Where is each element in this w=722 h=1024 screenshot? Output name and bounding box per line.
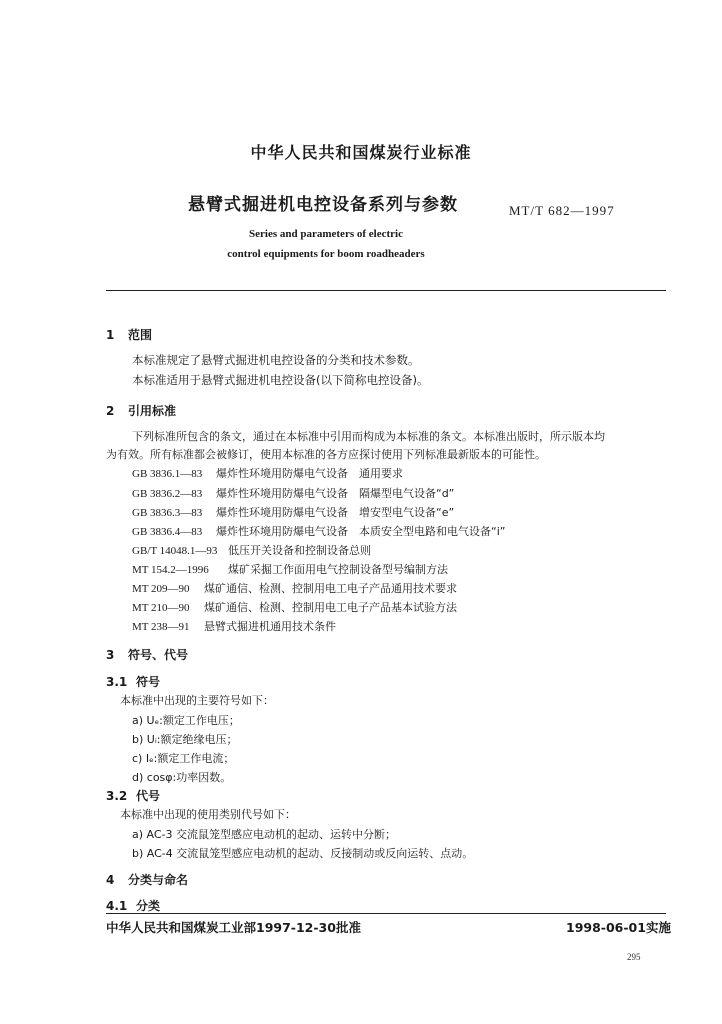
code-item: b) AC-4 交流鼠笼型感应电动机的起动、反接制动或反向运转、点动。: [132, 847, 474, 860]
reference-item: GB/T 14048.1—93 低压开关设备和控制设备总则: [132, 544, 371, 557]
subsection-title: 代号: [136, 789, 161, 803]
footer-divider: [106, 913, 666, 914]
symbol-item: d) cosφ:功率因数。: [132, 771, 232, 784]
english-title-line-2: control equipments for boom roadheaders: [227, 248, 425, 260]
subsection-title: 符号: [136, 675, 161, 689]
issuing-body-heading: 中华人民共和国煤炭行业标准: [250, 143, 472, 162]
subsection-number: 3.2: [106, 789, 128, 803]
references-intro-line-1: 下列标准所包含的条文，通过在本标准中引用而构成为本标准的条文。本标准出版时，所示版本均: [132, 430, 605, 443]
scope-paragraph-2: 本标准适用于悬臂式掘进机电控设备(以下简称电控设备)。: [132, 373, 429, 387]
code-item: a) AC-3 交流鼠笼型感应电动机的起动、运转中分断；: [132, 828, 397, 841]
subsection-4-1-heading: [106, 897, 160, 914]
symbol-item: c) Iₑ:额定工作电流；: [132, 752, 235, 765]
standard-number: MT/T 682—1997: [509, 203, 615, 218]
subsection-title: 分类: [136, 899, 161, 913]
symbol-item: b) Uᵢ:额定绝缘电压；: [132, 733, 238, 746]
reference-item: GB 3836.2—83 爆炸性环境用防爆电气设备 隔爆型电气设备“d”: [132, 487, 455, 500]
document-title: 悬臂式掘进机电控设备系列与参数: [188, 195, 458, 215]
reference-item: MT 209—90 煤矿通信、检测、控制用电工电子产品通用技术要求: [132, 582, 457, 595]
section-number: 1: [106, 328, 115, 342]
section-3-heading: [106, 646, 188, 663]
reference-item: GB 3836.1—83 爆炸性环境用防爆电气设备 通用要求: [132, 467, 403, 480]
subsection-number: 4.1: [106, 899, 128, 913]
reference-item: MT 210—90 煤矿通信、检测、控制用电工电子产品基本试验方法: [132, 601, 457, 614]
scope-paragraph-1: 本标准规定了悬臂式掘进机电控设备的分类和技术参数。: [132, 353, 420, 367]
section-number: 2: [106, 404, 115, 418]
symbol-item: a) Uₑ:额定工作电压；: [132, 714, 240, 727]
section-2-heading: [106, 402, 176, 419]
symbols-intro: 本标准中出现的主要符号如下：: [120, 694, 274, 707]
references-intro-line-2: 为有效。所有标准都会被修订，使用本标准的各方应探讨使用下列标准最新版本的可能性。: [106, 448, 546, 461]
section-title: 范围: [128, 328, 153, 342]
approval-statement: 中华人民共和国煤炭工业部1997-12-30批准: [106, 920, 361, 935]
codes-intro: 本标准中出现的使用类别代号如下：: [120, 808, 296, 821]
section-1-heading: [106, 326, 152, 343]
section-title: 引用标准: [128, 404, 177, 418]
effective-date: 1998-06-01实施: [566, 920, 671, 935]
subsection-number: 3.1: [106, 675, 128, 689]
section-4-heading: [106, 871, 188, 888]
reference-item: GB 3836.3—83 爆炸性环境用防爆电气设备 增安型电气设备“e”: [132, 506, 455, 519]
section-title: 分类与命名: [128, 873, 189, 887]
page-number: 295: [627, 952, 641, 962]
reference-item: MT 154.2—1996 煤矿采掘工作面用电气控制设备型号编制方法: [132, 563, 448, 576]
section-number: 4: [106, 873, 115, 887]
subsection-3-1-heading: [106, 673, 160, 690]
english-title-line-1: Series and parameters of electric: [249, 228, 403, 240]
reference-item: MT 238—91 悬臂式掘进机通用技术条件: [132, 620, 336, 633]
section-number: 3: [106, 648, 115, 662]
header-divider: [106, 290, 666, 291]
reference-item: GB 3836.4—83 爆炸性环境用防爆电气设备 本质安全型电路和电气设备“i”: [132, 525, 506, 538]
subsection-3-2-heading: [106, 787, 160, 804]
section-title: 符号、代号: [128, 648, 189, 662]
